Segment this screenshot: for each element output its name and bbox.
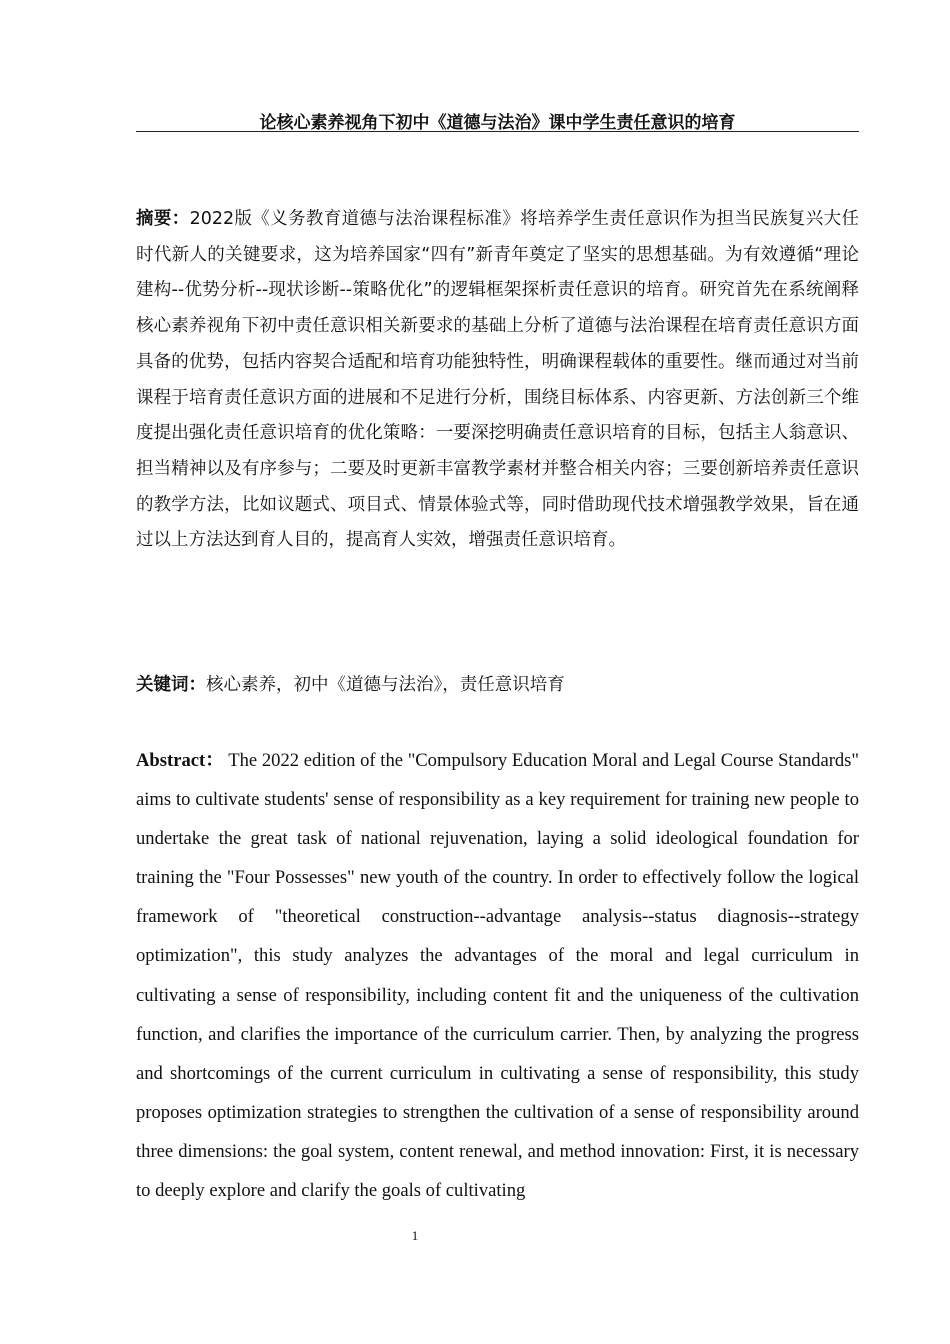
keywords-text: 核心素养，初中《道德与法治》，责任意识培育 bbox=[206, 675, 565, 695]
english-abstract bbox=[136, 741, 859, 1210]
english-abstract-label: Abstract： bbox=[136, 750, 224, 771]
keywords-label: 关键词： bbox=[136, 675, 206, 695]
keywords bbox=[136, 670, 859, 700]
chinese-abstract-label: 摘要： bbox=[136, 209, 190, 229]
page-title: 论核心素养视角下初中《道德与法治》课中学生责任意识的培育 bbox=[259, 113, 736, 133]
title-underline bbox=[136, 131, 859, 132]
chinese-abstract bbox=[136, 202, 859, 559]
chinese-abstract-text: 2022版《义务教育道德与法治课程标准》将培养学生责任意识作为担当民族复兴大任时代新人的关键要求，这为培养国家“四有”新青年奠定了坚实的思想基础。为有效遵循“理论建构--优势分析--现状诊断--策略优化”的逻辑框架探析责任意识的培育。研究首先在系统阐释核心素养视角下初中责任意识相关新要求的基础上分析了道德与法治课程在培育责任意识方面具备的优势，包括内容契合适配和培育功能独特性，明确课程载体的重要性。继而通过对当前课程于培育责任意识方面的进展和不足进行分析，围绕目标体系、内容更新、方法创新三个维度提出强化责任意识培育的优化策略：一要深挖明确责任意识培育的目标，包括主人翁意识、担当精神以及有序参与；二要及时更新丰富教学素材并整合相关内容；三要创新培养责任意识的教学方法，比如议题式、项目式、情景体验式等，同时借助现代技术增强教学效果，旨在通过以上方法达到育人目的，提高育人实效，增强责任意识培育。 bbox=[136, 209, 859, 551]
english-abstract-text: The 2022 edition of the "Compulsory Education Moral and Legal Course Standards" aims to cultivate students' sense of responsibility as a key requirement for training new people to undertake the great task of national rejuvenation, laying a solid ideological foundation for training the "Four Possesses" new youth of the country. In order to effectively follow the logical framework of "theoretical construction--advantage analysis--status diagnosis--strategy optimization", this study analyzes the advantages of the moral and legal curriculum in cultivating a sense of responsibility, including content fit and the uniqueness of the cultivation function, and clarifies the importance of the curriculum carrier. Then, by analyzing the progress and shortcomings of the current curriculum in cultivating a sense of responsibility, this study proposes optimization strategies to strengthen the cultivation of a sense of responsibility around three dimensions: the goal system, content renewal, and method innovation: First, it is necessary to deeply explore and clarify the goals of cultivating bbox=[136, 750, 860, 1202]
page-number: 1 bbox=[411, 1228, 419, 1243]
